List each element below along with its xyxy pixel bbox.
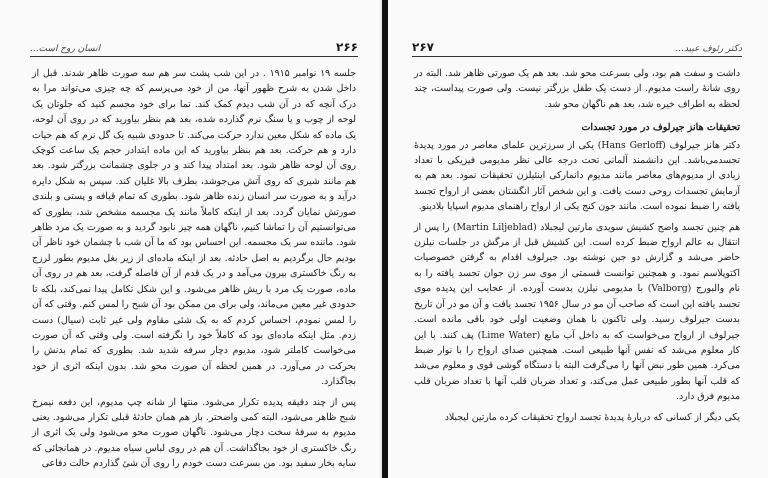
- right-page-header: [412, 40, 742, 54]
- left-page-body: [32, 66, 356, 477]
- right-paragraph: دکتر هانز جیرلوف (Hans Gerloff) یکی از سرزترین علمای معاصر در مورد پدیدهٔ تجسدمی‌باشد. این دانشمند آلمانی تحت درجه عالی نظر مدیومی فیزیکی با تعداد زیادی از مدیوم‌های معاصر مانند مدیوم دانمارکی اینئیلزن تحقیقات نمود. بعد هم به آزمایش تجسدات روحی دست یافت. و این شخص آثار انگشتان بعضی از ارواح تجسد یافته را ضبط نموده است. مانند جون کنج یکی از ارواح راهنمای مدیوم اسپایا بلادینو.: [414, 139, 740, 213]
- right-page: [388, 0, 768, 478]
- left-page-number: ۲۶۶: [336, 40, 358, 54]
- right-paragraph: هم چنین تجسد واضح کشیش سویدی مارتین لیجبلاد (Martin Liljeblad) را پس از انتقال به عالم ارواح ضبط کرده است. این کشیش قبل از مرگش در جلسات نیلزن حاضر می‌شد و گزارش دو جین نوشته بود. جیرلوف اقدام به گرفتن خصوصیات اکتوپلاسم نمود. و همچنین توانست قسمتی از موی سر زن جوان تجسد یافته را به نام والبورج (Valborg) با مدیومی نیلزن بدست آورده. از عجایب این پدیده موی تجسد یافته این است که صاحب آن مو در سال ۱۹۵۶ تجسد یافت و آن مو در آن تاریخ بدست جیرلوف رسید. ولی تاکنون با همان وضعیت اولی خود باقی مانده است. جیرلوف از ارواح می‌خواست که به داخل آب مایع (Lime Water) پف کنند. با این کار معلوم می‌شد که نفس آنها طبیعی است. همچنین صدای ارواح را با نوار ضبط می‌کرد. همین طور نبض آنها را می‌گرفت البته با دستگاه گوشی قوی و معلوم می‌شد که قلب آنها بطور طبیعی عمل می‌کند، و تعداد ضربان قلب آنها با تعداد ضربان قلب مدیوم فرق دارد.: [414, 221, 740, 403]
- right-page-body: [414, 66, 740, 430]
- left-header-rule: [30, 56, 358, 57]
- left-page: [0, 0, 380, 478]
- left-paragraph: جلسه ۱۹ نوامبر ۱۹۱۵ . در این شب پشت سر هم سه صورت ظاهر شدند. قبل از داخل شدن به شرح ظهور آنها، من از خود می‌پرسم که چه چیزی می‌تواند مرا به درک آنچه که در آن شب دیدم کمک کند. تما برای خود مجسم کنید که جلوتان یک لوحه از چوب و یا سنگ نرم گذارده شده، بعد هم بنظر بیاورید که در روی آن لوحه، یک ماده که شکل معین ندارد حرکت می‌کند. تا حدودی شبیه یک گل نرم که هم حیات دارد و هم حرکت. بعد هم بنظر بیاورید که این ماده ابتدادر حجم یک ساعت کوچک روی آن لوحه ظاهر شود. بعد امتداد پیدا کند و در جلوی چشمانت بزرگتر شود. بعد هم مانند شیری که روی آتش می‌جوشد، بطرف بالا غلیان کند. سپس به شکل دایره درآید و به صورت سر انسان زنده ظاهر شود. بطوری که تمام قیافه و پستی و بلندی صورتش نمایان گردد. بعد از اینکه کاملاً مانند یک مجسمه مشخص شد، بطوری که می‌توانستیم آن را تماشا کنیم، ناگهان همه چیز نابود گردید و به صورت یک مرد ظاهر شود. ماننده سر یک مجسمه. این احساس بود که ما آن شب با چشمان خود ناظر آن بودیم حال برگردیم به اصل حادثه. بعد از اینکه ماده‌ای از زیر بغل مدیوم بطور لرزج به رنگ خاکستری بیرون می‌آمد و در یک قدم از آن فاصله گرفت، بعد هم در روی آن ماده، صورت یک مرد با ریش ظاهر می‌شود. و این شکل تکامل پیدا نمی‌کند، بلکه تا حدودی غیر معین می‌ماند، ولی برای من ممکن بود آن شبح را لمس کنم. وقتی که آن را لمس نمودم، احساس کردم که به یک شئی مقاوم ولی غیر ثابت (سیال) دست زدم. مثل اینکه ماده‌ای بود که کاملاً خود را نگرفته است. ولی وقتی که آن صورت می‌خواست کاملتر شود، مدیوم دچار سرفه شدید شد. بطوری که تمام بدنش را بحرکت در می‌آورد. در همین لحظه آن صورت محو شد. بدون اینکه اثری از خود بجاگذارد.: [32, 68, 356, 388]
- right-intro-paragraph: داشت و سفت هم بود، ولی بسرعت محو شد. بعد هم یک صورتی ظاهر شد. البته در روی شانهٔ راست مدیوم. از دست یک طفل بزرگتر نیست. ولی صورت پیداست، چند لحظه به اطراف خیره شد، بعد هم ناگهان محو شد.: [414, 68, 740, 110]
- left-paragraph: پس از چند دقیقه پدیده تکرار می‌شود. منتها از شانه چپ مدیوم، این دفعه نیمرخ شبح ظاهر می‌شود، البته کمی واضحتر. باز هم همان حادثهٔ قبلی تکرار می‌شود. یعنی مدیوم به سرفهٔ سخت دچار می‌شود. ناگهان صورت محو می‌شود ولی یک اثری از رنگ خاکستری از خود بجاگذاشت. آن هم در روی لباس سیاه مدیوم. در همانجائی که سایه بخار سفید بود. من بسرعت دست خودم را روی آن شئ گذاردم حالت دفاعی: [32, 396, 356, 470]
- right-page-number: ۲۶۷: [412, 40, 434, 54]
- section-heading: تحقیقات هانز جیرلوف در مورد تجسدات: [581, 122, 740, 134]
- left-page-header: [30, 40, 358, 54]
- right-paragraph: یکی دیگر از کسانی که دربارهٔ پدیدهٔ تجسد ارواح تحقیقات کرده مارتین لیجبلاد: [444, 411, 740, 423]
- right-running-title: دکتر رئوف عبید...: [675, 44, 742, 54]
- left-running-title: انسان روح است...: [30, 44, 101, 54]
- right-header-rule: [412, 56, 742, 57]
